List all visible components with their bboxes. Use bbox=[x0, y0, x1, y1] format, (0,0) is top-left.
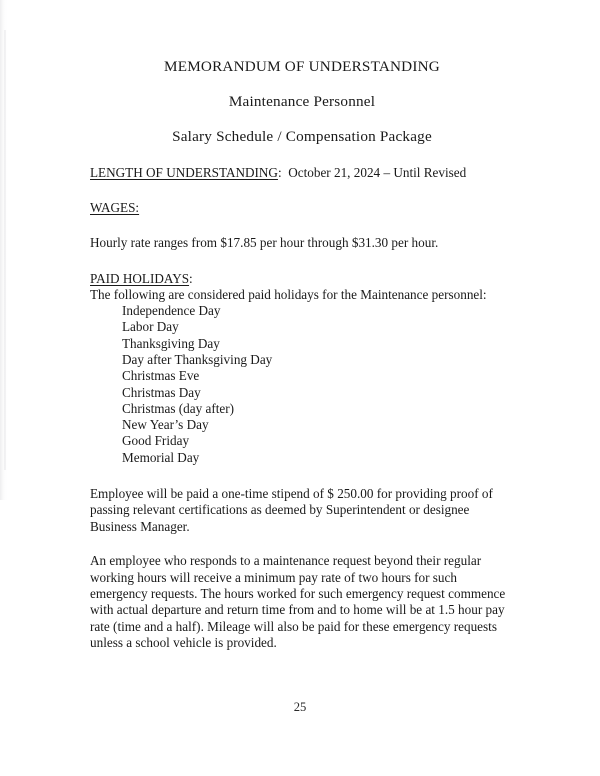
subtitle-personnel-group: Maintenance Personnel bbox=[228, 93, 376, 110]
list-item: New Year’s Day bbox=[122, 417, 209, 433]
subtitle-schedule: Salary Schedule / Compensation Package bbox=[172, 128, 432, 145]
page-number: 25 bbox=[293, 700, 307, 714]
wages-heading bbox=[90, 200, 514, 216]
list-item: Christmas Eve bbox=[122, 368, 200, 384]
length-of-understanding-label: LENGTH OF UNDERSTANDING bbox=[90, 165, 278, 180]
wages-text: Hourly rate ranges from $17.85 per hour through $31.30 per hour. bbox=[90, 235, 439, 251]
list-item: Memorial Day bbox=[122, 449, 200, 465]
paid-holidays-heading bbox=[90, 271, 514, 287]
paid-holidays-intro: The following are considered paid holidays for the Maintenance personnel: bbox=[90, 286, 487, 302]
wages-heading-text: WAGES: bbox=[90, 200, 140, 216]
paid-holidays-separator: : bbox=[189, 270, 193, 286]
scan-edge-artifact-line bbox=[4, 30, 6, 470]
length-of-understanding-separator: : bbox=[277, 165, 282, 180]
list-item: Independence Day bbox=[122, 303, 221, 319]
list-item: Thanksgiving Day bbox=[122, 335, 220, 351]
list-item: Day after Thanksgiving Day bbox=[122, 351, 273, 367]
paid-holidays-heading-text: PAID HOLIDAYS bbox=[90, 270, 190, 286]
scan-edge-artifact bbox=[0, 0, 7, 500]
length-of-understanding-row bbox=[90, 165, 514, 181]
paid-holidays-list bbox=[90, 303, 514, 466]
document-title-block bbox=[90, 58, 514, 146]
document-body bbox=[90, 0, 514, 652]
list-item: Good Friday bbox=[122, 433, 190, 449]
list-item: Labor Day bbox=[122, 319, 179, 335]
page-title: MEMORANDUM OF UNDERSTANDING bbox=[164, 58, 440, 75]
emergency-response-paragraph: An employee who responds to a maintenance request beyond their regular working hours will receive a minimum pay rate of two hours for such emergency requests. The hours worked for such emergency request commence with actual departure and return time from and to home will be at 1.5 hour pay rate (time and a half). Mileage will also be paid for these emergency requests unless a school vehicle is provided. bbox=[90, 553, 506, 651]
length-of-understanding-value: October 21, 2024 – Until Revised bbox=[288, 165, 467, 180]
list-item: Christmas Day bbox=[122, 384, 201, 400]
list-item: Christmas (day after) bbox=[122, 400, 235, 416]
stipend-paragraph: Employee will be paid a one-time stipend of $ 250.00 for providing proof of passing relevant certifications as deemed by Superintendent or designee Business Manager. bbox=[90, 485, 493, 534]
